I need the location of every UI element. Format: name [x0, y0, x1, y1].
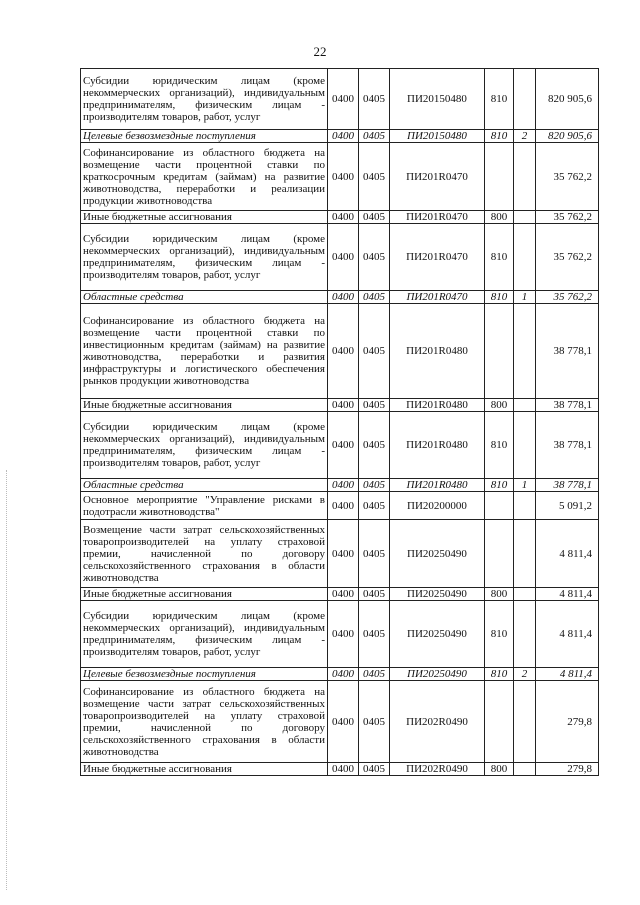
- row-subsection: 0405: [359, 399, 390, 412]
- row-target-article: ПИ202R0490: [390, 681, 485, 763]
- row-amount: 38 778,1: [536, 304, 599, 399]
- table-row: [81, 143, 599, 211]
- row-amount: 38 778,1: [536, 412, 599, 479]
- row-source: [514, 143, 536, 211]
- row-subsection: 0405: [359, 668, 390, 681]
- row-source: [514, 588, 536, 601]
- row-source: [514, 763, 536, 776]
- row-section: 0400: [328, 211, 359, 224]
- row-amount: 820 905,6: [536, 69, 599, 130]
- row-name: Целевые безвозмездные поступления: [81, 668, 328, 681]
- table-row: [81, 479, 599, 492]
- row-amount: 35 762,2: [536, 143, 599, 211]
- row-source: [514, 69, 536, 130]
- row-source: [514, 492, 536, 520]
- row-expense-type: 810: [485, 601, 514, 668]
- row-source: 1: [514, 479, 536, 492]
- row-expense-type: 800: [485, 588, 514, 601]
- row-name: Субсидии юридическим лицам (кроме некоммерческих организаций), индивидуальным предпринимателям, физическим лицам - производителям товаров, работ, услуг: [81, 412, 328, 479]
- row-source: [514, 224, 536, 291]
- row-name: Областные средства: [81, 479, 328, 492]
- row-amount: 38 778,1: [536, 479, 599, 492]
- row-source: [514, 601, 536, 668]
- row-expense-type: [485, 143, 514, 211]
- row-name: Основное мероприятие "Управление рисками в подотрасли животноводства": [81, 492, 328, 520]
- row-subsection: 0405: [359, 130, 390, 143]
- row-name: Возмещение части затрат сельскохозяйственных товаропроизводителей на уплату страховой премии, начисленной по договору сельскохозяйственного страхования в области животноводства: [81, 520, 328, 588]
- row-section: 0400: [328, 291, 359, 304]
- table-row: [81, 224, 599, 291]
- row-source: 1: [514, 291, 536, 304]
- row-target-article: ПИ20250490: [390, 601, 485, 668]
- row-target-article: ПИ201R0480: [390, 399, 485, 412]
- table-row: [81, 681, 599, 763]
- row-name: Софинансирование из областного бюджета на возмещение части процентной ставки по краткосрочным кредитам (займам) на развитие животноводства, переработки и реализации продукции животноводства: [81, 143, 328, 211]
- row-amount: 35 762,2: [536, 224, 599, 291]
- row-name: Иные бюджетные ассигнования: [81, 588, 328, 601]
- row-source: [514, 399, 536, 412]
- row-amount: 279,8: [536, 763, 599, 776]
- row-section: 0400: [328, 130, 359, 143]
- page-number: 22: [313, 44, 327, 59]
- row-target-article: ПИ20250490: [390, 668, 485, 681]
- row-target-article: ПИ201R0470: [390, 143, 485, 211]
- row-section: 0400: [328, 399, 359, 412]
- row-subsection: 0405: [359, 588, 390, 601]
- row-section: 0400: [328, 588, 359, 601]
- row-name: Иные бюджетные ассигнования: [81, 211, 328, 224]
- table-row: [81, 304, 599, 399]
- row-name: Иные бюджетные ассигнования: [81, 763, 328, 776]
- row-expense-type: 800: [485, 211, 514, 224]
- row-amount: 4 811,4: [536, 601, 599, 668]
- row-subsection: 0405: [359, 304, 390, 399]
- row-name: Областные средства: [81, 291, 328, 304]
- table-row: [81, 492, 599, 520]
- row-expense-type: 810: [485, 224, 514, 291]
- row-target-article: ПИ20200000: [390, 492, 485, 520]
- row-section: 0400: [328, 69, 359, 130]
- margin-marks: [6, 470, 13, 890]
- row-expense-type: [485, 520, 514, 588]
- row-expense-type: [485, 492, 514, 520]
- row-target-article: ПИ20150480: [390, 130, 485, 143]
- row-amount: 4 811,4: [536, 588, 599, 601]
- row-section: 0400: [328, 681, 359, 763]
- row-name: Субсидии юридическим лицам (кроме некоммерческих организаций), индивидуальным предпринимателям, физическим лицам - производителям товаров, работ, услуг: [81, 69, 328, 130]
- budget-table: [80, 68, 599, 776]
- table-row: [81, 601, 599, 668]
- table-row: [81, 588, 599, 601]
- row-amount: 38 778,1: [536, 399, 599, 412]
- table-row: [81, 399, 599, 412]
- row-name: Субсидии юридическим лицам (кроме некоммерческих организаций), индивидуальным предпринимателям, физическим лицам - производителям товаров, работ, услуг: [81, 224, 328, 291]
- row-amount: 4 811,4: [536, 520, 599, 588]
- table-row: [81, 130, 599, 143]
- row-expense-type: 800: [485, 399, 514, 412]
- row-expense-type: 810: [485, 130, 514, 143]
- row-subsection: 0405: [359, 681, 390, 763]
- table-row: [81, 291, 599, 304]
- row-expense-type: 810: [485, 291, 514, 304]
- row-subsection: 0405: [359, 69, 390, 130]
- table-row: [81, 211, 599, 224]
- row-section: 0400: [328, 763, 359, 776]
- row-amount: 5 091,2: [536, 492, 599, 520]
- row-section: 0400: [328, 224, 359, 291]
- row-target-article: ПИ201R0470: [390, 224, 485, 291]
- row-subsection: 0405: [359, 601, 390, 668]
- row-subsection: 0405: [359, 143, 390, 211]
- row-name: Субсидии юридическим лицам (кроме некоммерческих организаций), индивидуальным предпринимателям, физическим лицам - производителям товаров, работ, услуг: [81, 601, 328, 668]
- row-source: [514, 211, 536, 224]
- row-expense-type: 810: [485, 479, 514, 492]
- row-section: 0400: [328, 304, 359, 399]
- row-target-article: ПИ201R0480: [390, 412, 485, 479]
- row-amount: 820 905,6: [536, 130, 599, 143]
- row-source: [514, 520, 536, 588]
- row-expense-type: [485, 304, 514, 399]
- row-name: Иные бюджетные ассигнования: [81, 399, 328, 412]
- row-subsection: 0405: [359, 763, 390, 776]
- row-subsection: 0405: [359, 479, 390, 492]
- row-subsection: 0405: [359, 291, 390, 304]
- row-expense-type: 810: [485, 668, 514, 681]
- row-source: 2: [514, 130, 536, 143]
- row-amount: 35 762,2: [536, 291, 599, 304]
- row-expense-type: 800: [485, 763, 514, 776]
- row-subsection: 0405: [359, 224, 390, 291]
- table-row: [81, 412, 599, 479]
- row-name: Софинансирование из областного бюджета на возмещение части затрат сельскохозяйственных товаропроизводителей на уплату страховой премии, начисленной по договору сельскохозяйственного страхования в области животноводства: [81, 681, 328, 763]
- row-subsection: 0405: [359, 520, 390, 588]
- row-name: Целевые безвозмездные поступления: [81, 130, 328, 143]
- row-target-article: ПИ201R0480: [390, 479, 485, 492]
- row-amount: 279,8: [536, 681, 599, 763]
- row-target-article: ПИ20250490: [390, 588, 485, 601]
- row-section: 0400: [328, 479, 359, 492]
- row-source: [514, 681, 536, 763]
- row-section: 0400: [328, 601, 359, 668]
- row-target-article: ПИ202R0490: [390, 763, 485, 776]
- row-amount: 4 811,4: [536, 668, 599, 681]
- row-expense-type: [485, 681, 514, 763]
- row-amount: 35 762,2: [536, 211, 599, 224]
- row-expense-type: 810: [485, 412, 514, 479]
- table-row: [81, 668, 599, 681]
- row-expense-type: 810: [485, 69, 514, 130]
- row-section: 0400: [328, 520, 359, 588]
- row-target-article: ПИ20150480: [390, 69, 485, 130]
- row-subsection: 0405: [359, 412, 390, 479]
- row-target-article: ПИ201R0470: [390, 291, 485, 304]
- row-subsection: 0405: [359, 492, 390, 520]
- row-name: Софинансирование из областного бюджета на возмещение части процентной ставки по инвестиционным кредитам (займам) на развитие животноводства, переработки и развития инфраструктуры и логистического обеспечения рынков продукции животноводства: [81, 304, 328, 399]
- row-section: 0400: [328, 492, 359, 520]
- row-section: 0400: [328, 412, 359, 479]
- row-target-article: ПИ201R0480: [390, 304, 485, 399]
- row-section: 0400: [328, 668, 359, 681]
- row-source: [514, 412, 536, 479]
- row-source: [514, 304, 536, 399]
- table-row: [81, 520, 599, 588]
- row-target-article: ПИ20250490: [390, 520, 485, 588]
- table-row: [81, 69, 599, 130]
- row-section: 0400: [328, 143, 359, 211]
- row-source: 2: [514, 668, 536, 681]
- row-target-article: ПИ201R0470: [390, 211, 485, 224]
- table-row: [81, 763, 599, 776]
- row-subsection: 0405: [359, 211, 390, 224]
